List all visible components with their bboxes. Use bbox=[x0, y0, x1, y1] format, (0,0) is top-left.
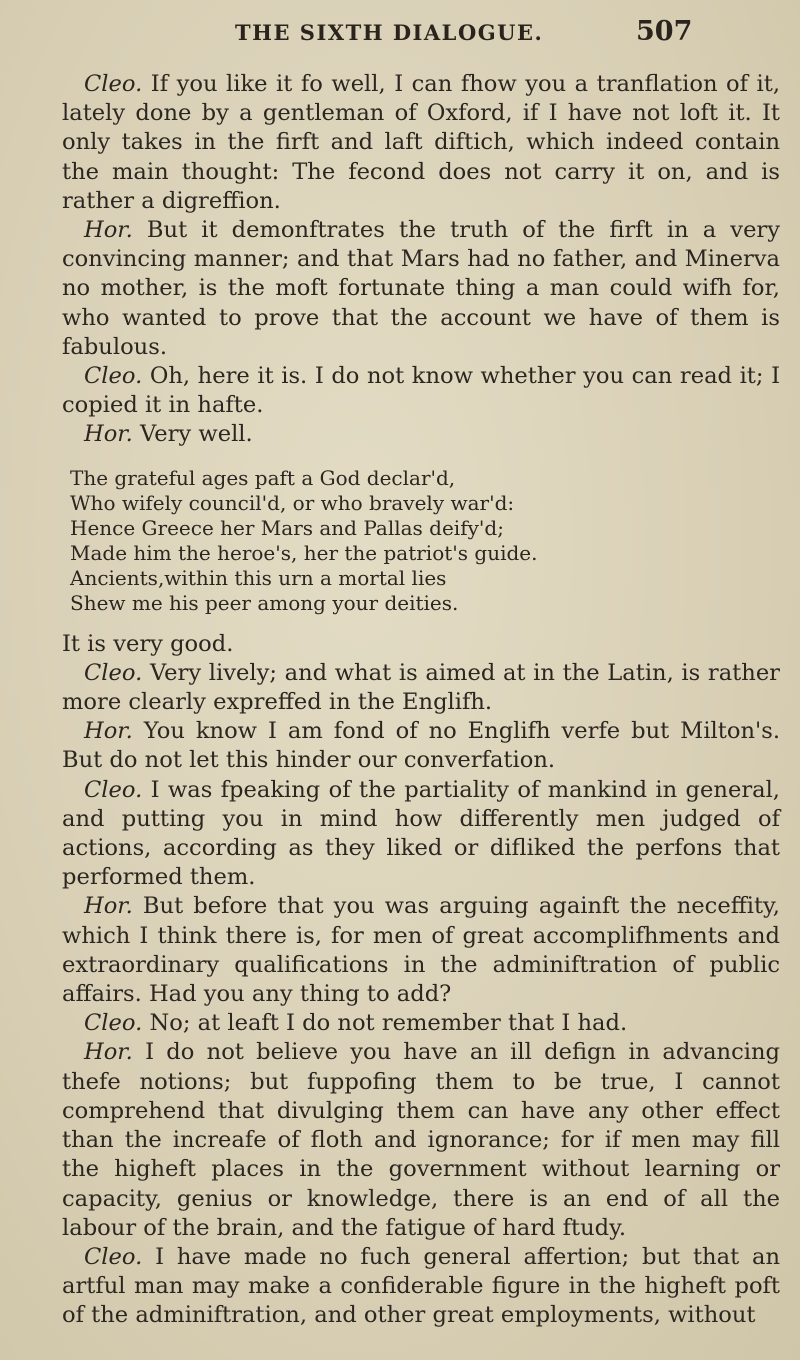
running-head: THE SIXTH DIALOGUE. bbox=[235, 20, 544, 45]
verse-line: Made him the heroe's, her the patriot's guide. bbox=[70, 540, 538, 565]
verse-line: Shew me his peer among your deities. bbox=[70, 590, 459, 615]
paragraph bbox=[62, 1038, 780, 1242]
speaker-name: Hor. bbox=[84, 217, 133, 244]
verse-line: Hence Greece her Mars and Pallas deify'd; bbox=[70, 515, 504, 540]
paragraph-text: I was fpeaking of the partiality of mankind in general, and putting you in mind how differently men judged of actions, according as they liked or difliked the perfons that performed them. bbox=[62, 776, 780, 891]
paragraph bbox=[62, 1009, 780, 1038]
page-header bbox=[0, 14, 800, 54]
paragraph-text: It is very good. bbox=[62, 630, 234, 657]
speaker-name: Hor. bbox=[84, 893, 133, 920]
speaker-name: Hor. bbox=[84, 718, 133, 745]
paragraph-text: Oh, here it is. I do not know whether you can read it; I copied it in hafte. bbox=[62, 363, 780, 419]
verse-line: The grateful ages paft a God declar'd, bbox=[70, 465, 456, 490]
page-number: 507 bbox=[636, 16, 693, 47]
paragraph bbox=[62, 659, 780, 717]
paragraph bbox=[62, 362, 780, 420]
speaker-name: Cleo. bbox=[84, 71, 143, 97]
body-text bbox=[62, 70, 780, 1331]
speaker-name: Cleo. bbox=[84, 363, 143, 390]
speaker-name: Cleo. bbox=[84, 1243, 143, 1270]
paragraph bbox=[62, 1243, 780, 1331]
paragraph bbox=[62, 420, 780, 449]
speaker-name: Cleo. bbox=[84, 659, 143, 686]
paragraph bbox=[62, 216, 780, 362]
paragraph-text: But it demonftrates the truth of the firft in a very convincing manner; and that Mars had no father, and Minerva no mother, is the moft fortunate thing a man could wifh for, who wanted to prove that the account we have of them is fabulous. bbox=[62, 217, 780, 360]
paragraph-text: But before that you was arguing againft the neceffity, which I think there is, for men of great accomplifhments and extraordinary qualifications in the adminiftration of public affairs. Had you any thing to add? bbox=[62, 893, 780, 1008]
paragraph-text: Very lively; and what is aimed at in the Latin, is rather more clearly expreffed in the Englifh. bbox=[62, 659, 780, 716]
verse-line: Ancients,within this urn a mortal lies bbox=[70, 565, 447, 590]
verse-block bbox=[70, 466, 780, 616]
speaker-name: Hor. bbox=[84, 421, 133, 448]
verse-line: Who wifely council'd, or who bravely war'd: bbox=[70, 490, 515, 515]
paragraph-text: No; at leaft I do not remember that I had. bbox=[142, 1010, 628, 1037]
paragraph-text: You know I am fond of no Englifh verfe but Milton's. But do not let this hinder our converfation. bbox=[62, 718, 780, 774]
speaker-name: Cleo. bbox=[84, 776, 143, 803]
paragraph bbox=[62, 717, 780, 775]
paragraph-text: Very well. bbox=[132, 421, 253, 448]
speaker-name: Cleo. bbox=[84, 1010, 143, 1037]
paragraph bbox=[62, 70, 780, 216]
paragraph-text: I have made no fuch general affertion; but that an artful man may make a confiderable figure in the higheft poft of the adminiftration, and other great employments, without bbox=[62, 1243, 780, 1329]
paragraph-text: I do not believe you have an ill defign in advancing thefe notions; but fuppofing them to be true, I cannot comprehend that divulging them can have any other effect than the increafe of floth and ignorance; for if men may fill the higheft places in the government without learning or capacity, genius or knowledge, there is an end of all the labour of the brain, and the fatigue of hard ftudy. bbox=[62, 1039, 780, 1241]
paragraph bbox=[62, 630, 780, 659]
paragraph bbox=[62, 892, 780, 1009]
paragraph-text: If you like it fo well, I can fhow you a tranflation of it, lately done by a gentleman of Oxford, if I have not loft it. It only takes in the firft and laft diftich, which indeed contain the main thought: The fecond does not carry it on, and is rather a digreffion. bbox=[62, 71, 780, 214]
speaker-name: Hor. bbox=[84, 1039, 133, 1066]
paragraph bbox=[62, 776, 780, 893]
